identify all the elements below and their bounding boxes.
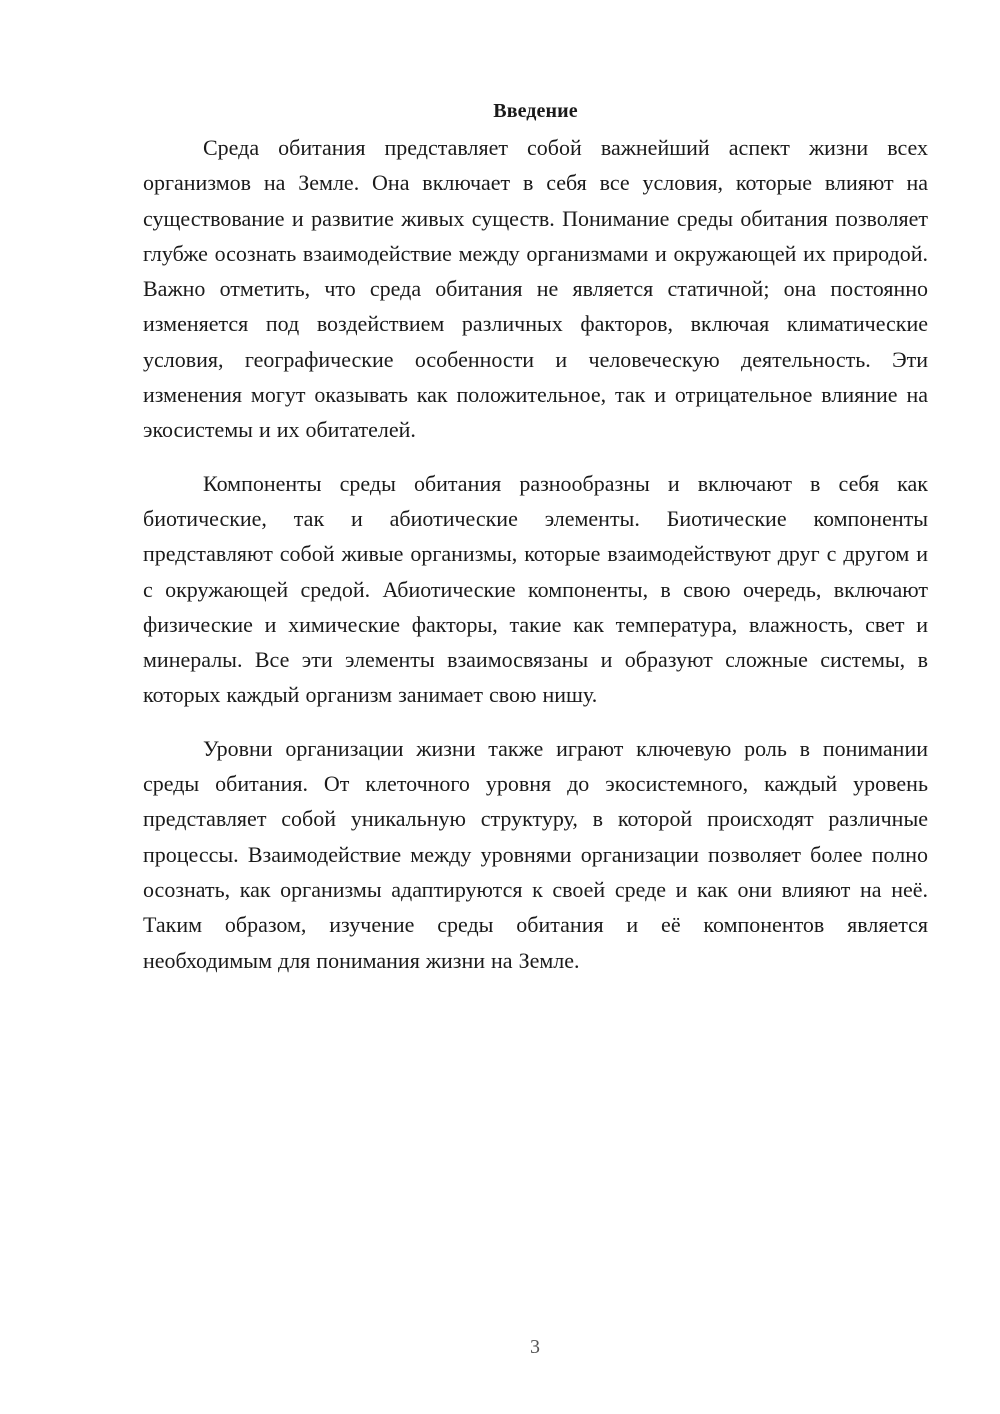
- section-heading: Введение: [493, 100, 578, 122]
- page-content: [143, 96, 928, 996]
- paragraph-1: Среда обитания представляет собой важнейший аспект жизни всех организмов на Земле. Она включает в себя все условия, которые влияют на существование и развитие живых существ. Понимание среды обитания позволяет глубже осознать взаимодействие между организмами и окружающей их природой. Важно отметить, что среда обитания не является статичной; она постоянно изменяется под воздействием различных факторов, включая климатические условия, географические особенности и человеческую деятельность. Эти изменения могут оказывать как положительное, так и отрицательное влияние на экосистемы и их обитателей.: [143, 135, 928, 443]
- page-number: 3: [530, 1336, 540, 1358]
- paragraph-2: Компоненты среды обитания разнообразны и включают в себя как биотические, так и абиотические элементы. Биотические компоненты представляют собой живые организмы, которые взаимодействуют друг с другом и с окружающей средой. Абиотические компоненты, в свою очередь, включают физические и химические факторы, такие как температура, влажность, свет и минералы. Все эти элементы взаимосвязаны и образуют сложные системы, в которых каждый организм занимает свою нишу.: [143, 470, 928, 708]
- paragraph-3: Уровни организации жизни также играют ключевую роль в понимании среды обитания. От клеточного уровня до экосистемного, каждый уровень представляет собой уникальную структуру, в которой происходят различные процессы. Взаимодействие между уровнями организации позволяет более полно осознать, как организмы адаптируются к своей среде и как они влияют на неё. Таким образом, изучение среды обитания и её компонентов является необходимым для понимания жизни на Земле.: [143, 735, 928, 973]
